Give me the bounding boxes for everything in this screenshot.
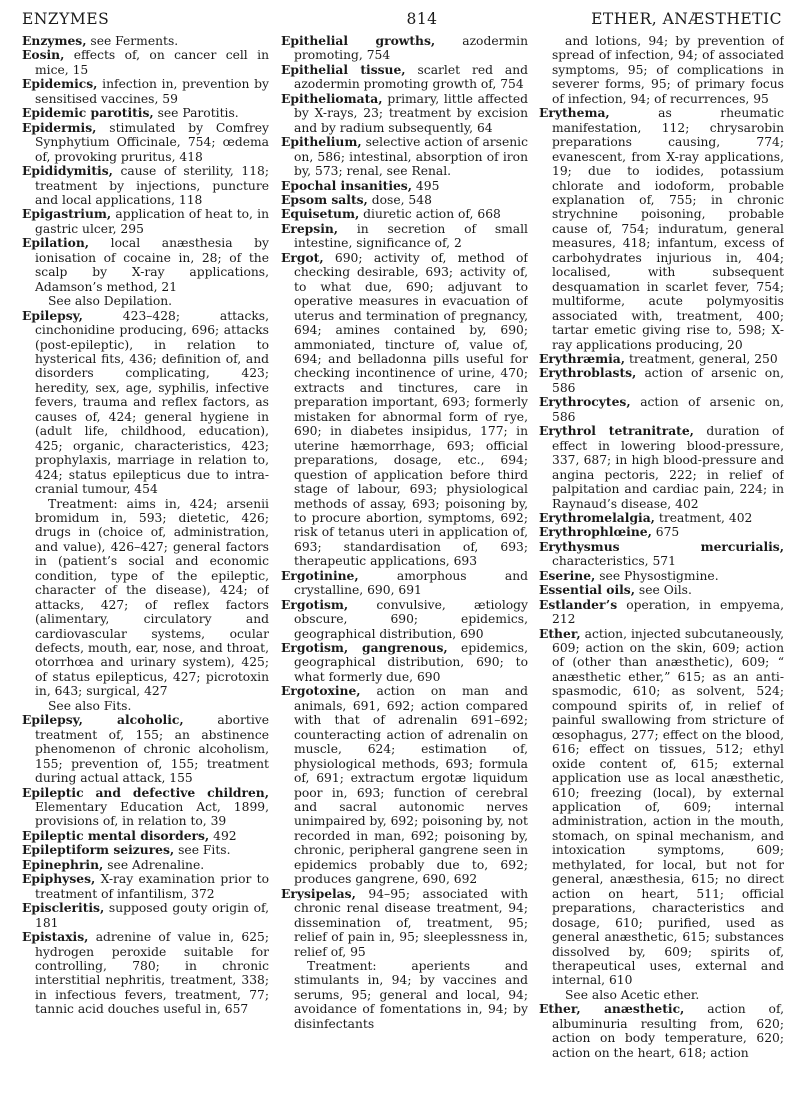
- entry-headword: Epigastrium,: [22, 206, 112, 222]
- index-entry: [22, 901, 269, 930]
- entry-text: infection in, prevention by sensitised vaccines, 59: [35, 77, 269, 106]
- entry-headword: Erythromelalgia,: [539, 509, 655, 525]
- entry-text: Treatment: aperients and stimulants in, 94; by vaccines and serums, 95; general and local, 94; avoidance of fomentations in, 94; by disinfectants: [294, 959, 528, 1031]
- entry-headword: Erythrol tetranitrate,: [539, 423, 694, 439]
- entry-headword: Eserine,: [539, 567, 596, 583]
- index-entry: [281, 959, 528, 1031]
- index-entry: [281, 135, 528, 178]
- entry-headword: Ether, anæsthetic,: [539, 1001, 685, 1017]
- index-entry: [281, 251, 528, 569]
- index-entry: [539, 424, 784, 511]
- entry-text: 495: [412, 178, 440, 193]
- entry-text: and lotions, 94; by prevention of spread of infection, 94; of associated symptoms, 95; of complications in severer forms, 95; of primary focus of infection, 94; of recurrences, 95: [552, 34, 784, 106]
- index-entry: [22, 713, 269, 785]
- index-entry: [281, 34, 528, 63]
- entry-text: see Parotitis.: [153, 106, 239, 121]
- entry-text: action of arsenic on, 586: [552, 395, 784, 424]
- index-entry: [281, 887, 528, 959]
- index-column-1: [22, 34, 269, 1104]
- entry-headword: Epitheliomata,: [281, 90, 383, 106]
- header-left: ENZYMES: [22, 10, 110, 28]
- entry-text: 492: [209, 828, 237, 843]
- index-entry: [22, 309, 269, 497]
- entry-headword: Erythema,: [539, 105, 610, 121]
- entry-headword: Ergotism, gangrenous,: [281, 640, 448, 656]
- entry-headword: Essential oils,: [539, 582, 636, 598]
- entry-text: see Fits.: [174, 843, 231, 858]
- entry-headword: Epithelium,: [281, 134, 362, 150]
- entry-text: abortive treatment of, 155; an abstinence phenomenon of chronic alcoholism, 155; prevention of, 155; treatment during actual attack, 155: [35, 713, 269, 786]
- entry-headword: Erythrocytes,: [539, 394, 631, 410]
- index-entry: [22, 872, 269, 901]
- entry-headword: Epinephrin,: [22, 856, 104, 872]
- entry-headword: Erythræmia,: [539, 350, 626, 366]
- entry-headword: Ether,: [539, 625, 581, 641]
- entry-headword: Epidemic parotitis,: [22, 105, 154, 121]
- index-entry: [22, 858, 269, 872]
- index-entry: [22, 829, 269, 843]
- entry-headword: Equisetum,: [281, 206, 360, 222]
- entry-text: 94–95; associated with chronic renal disease treatment, 94; dissemination of, treatment, 95; relief of pain in, 95; sleeplessness in, relief of, 95: [294, 886, 528, 959]
- index-column-2: [281, 34, 528, 1104]
- entry-text: effects of, on cancer cell in mice, 15: [35, 48, 269, 77]
- index-column-3: [539, 34, 784, 1104]
- entry-headword: Erysipelas,: [281, 885, 356, 901]
- entry-headword: Epistaxis,: [22, 929, 89, 945]
- entry-text: dose, 548: [367, 192, 432, 207]
- index-entry: [281, 179, 528, 193]
- index-entry: [22, 786, 269, 829]
- index-entry: [22, 843, 269, 857]
- index-entry: [22, 106, 269, 120]
- index-entry: [539, 988, 784, 1002]
- entry-headword: Enzymes,: [22, 34, 87, 48]
- index-entry: [22, 77, 269, 106]
- entry-headword: Epithelial growths,: [281, 34, 436, 48]
- entry-text: scarlet red and azodermin promoting growth of, 754: [294, 62, 528, 92]
- entry-headword: Epidemics,: [22, 76, 98, 92]
- index-entry: [539, 1002, 784, 1060]
- index-entry: [22, 48, 269, 77]
- index-entry: [22, 236, 269, 294]
- index-entry: [539, 34, 784, 106]
- entry-text: X-ray examination prior to treatment of infantilism, 372: [35, 872, 269, 901]
- entry-headword: Epileptiform seizures,: [22, 842, 175, 858]
- entry-text: see Oils.: [635, 583, 692, 598]
- index-entry: [281, 63, 528, 92]
- entry-headword: Epithelial tissue,: [281, 61, 406, 77]
- entry-text: 675: [651, 525, 680, 540]
- entry-text: adrenine of value in, 625; hydrogen peroxide suitable for controlling, 780; in chronic interstitial nephritis, treatment, 338; in infectious fevers, treatment, 77; tannic acid douches useful in, 657: [35, 930, 269, 1017]
- index-entry: [281, 684, 528, 886]
- entry-text: amorphous and crystalline, 690, 691: [294, 568, 528, 598]
- index-entry: [22, 34, 269, 48]
- entry-headword: Ergotinine,: [281, 567, 359, 583]
- page-number: 814: [406, 10, 438, 28]
- index-entry: [539, 395, 784, 424]
- entry-headword: Epididymitis,: [22, 163, 113, 179]
- entry-text: see Physostigmine.: [595, 568, 719, 583]
- entry-text: See also Acetic ether.: [565, 987, 700, 1002]
- index-entry: [22, 497, 269, 699]
- entry-headword: Erythysmus mercurialis,: [539, 538, 784, 554]
- index-entry: [539, 366, 784, 395]
- index-entry: [22, 164, 269, 207]
- entry-headword: Eosin,: [22, 47, 65, 63]
- index-entry: [281, 222, 528, 251]
- entry-text: 690; activity of, method of checking desirable, 693; activity of, to what due, 690; adjuvant to operative measures in evacuation of uterus and termination of pregnancy, 694; amines contained by, 690; ammoniated, tincture of, value of, 694; and belladonna pills useful for checking incontinence of urine, 470; extracts and tinctures, care in preparation important, 693; formerly mistaken for abnormal form of rye, 690; in diabetes insipidus, 177; in uterine hæmorrhage, 693; official preparations, dosage, etc., 694; question of application before third stage of labour, 693; physiological methods of assay, 693; poisoning by, to procure abortion, symptoms, 692; risk of tetanus uteri in application of, 693; standardisation of, 693; therapeutic applications, 693: [294, 250, 528, 569]
- entry-headword: Ergot,: [281, 249, 324, 265]
- entry-text: stimulated by Comfrey Synphytium Officinale, 754; œdema of, provoking pruritus, 418: [35, 120, 269, 164]
- index-entry: [22, 294, 269, 308]
- index-entry: [281, 569, 528, 598]
- index-entry: [539, 583, 784, 597]
- index-entry: [539, 511, 784, 525]
- entry-text: see Ferments.: [86, 34, 179, 48]
- entry-headword: Epochal insanities,: [281, 177, 413, 193]
- entry-text: action of arsenic on, 586: [552, 366, 784, 395]
- index-entry: [22, 207, 269, 236]
- entry-headword: Erythrophlœine,: [539, 524, 652, 540]
- entry-text: action, injected subcutaneously, 609; action on the skin, 609; action of (other than anæsthetic), 609; “ anæsthetic ether,” 615; as an anti-spasmodic, 610; as solvent, 524; compound spirits of, in relief of painful swallowing from stricture of œsophagus, 277; effect on the blood, 616; effect on tissues, 512; ethyl oxide content of, 615; external application use as local anæsthetic, 610; freezing (local), by external application of, 609; internal administration, action in the mouth, stomach, on spinal mechanism, and intoxication symptoms, 609; methylated, for local, but not for general, anæsthesia, 615; no direct action on heart, 511; official preparations, characteristics and dosage, 610; purified, used as general anæsthetic, 615; substances dissolved by, 609; spirits of, therapeutical uses, external and internal, 610: [552, 626, 784, 988]
- entry-text: Treatment: aims in, 424; arsenii bromidum in, 593; dietetic, 426; drugs in (choice of, administration, and value), 426–427; general factors in (patient’s social and economic condition, type of the epileptic, character of the disease), 424; of attacks, 427; of reflex factors (alimentary, circulatory and cardiovascular systems, ocular defects, mouth, ear, nose, and throat, otorrhœa and urinary system), 425; of status epilepticus, 427; picrotoxin in, 643; surgical, 427: [35, 496, 269, 699]
- entry-text: local anæsthesia by ionisation of cocaine in, 28; of the scalp by X-ray applications, Adamson’s method, 21: [35, 236, 269, 294]
- entry-text: azodermin promoting, 754: [294, 34, 528, 63]
- index-entry: [281, 207, 528, 221]
- index-entry: [281, 641, 528, 684]
- index-entry: [539, 569, 784, 583]
- entry-headword: Estlander’s: [539, 596, 618, 612]
- entry-headword: Epiphyses,: [22, 871, 96, 887]
- entry-headword: Epileptic and defective children,: [22, 784, 269, 800]
- entry-text: application of heat to, in gastric ulcer, 295: [35, 207, 269, 236]
- entry-headword: Epilepsy, alcoholic,: [22, 712, 184, 728]
- index-entry: [22, 930, 269, 1017]
- entry-text: in secretion of small intestine, significance of, 2: [294, 221, 528, 251]
- entry-headword: Epilation,: [22, 235, 90, 251]
- entry-text: duration of effect in lowering blood-pressure, 337, 687; in high blood-pressure and angina pectoris, 222; in relief of palpitation and cardiac pain, 224; in Raynaud’s disease, 402: [552, 424, 784, 511]
- entry-headword: Erythroblasts,: [539, 365, 637, 381]
- index-entry: [22, 121, 269, 164]
- index-entry: [22, 699, 269, 713]
- entry-text: See also Depilation.: [48, 294, 173, 309]
- entry-headword: Ergotism,: [281, 596, 349, 612]
- index-entry: [539, 525, 784, 539]
- entry-headword: Epileptic mental disorders,: [22, 827, 210, 843]
- index-entry: [539, 540, 784, 569]
- entry-text: Elementary Education Act, 1899, provisions of, in relation to, 39: [35, 800, 269, 829]
- entry-text: supposed gouty origin of, 181: [35, 901, 269, 930]
- entry-text: selective action of arsenic on, 586; intestinal, absorption of iron by, 573; renal, see Renal.: [294, 135, 528, 179]
- entry-text: epidemics, geographical distribution, 690; to what formerly due, 690: [294, 641, 528, 684]
- index-entry: [539, 106, 784, 352]
- index-entry: [539, 627, 784, 988]
- entry-text: convulsive, ætiology obscure, 690; epidemics, geographical distribution, 690: [294, 597, 528, 641]
- entry-text: treatment, general, 250: [625, 351, 778, 366]
- entry-headword: Epidermis,: [22, 119, 97, 135]
- entry-text: primary, little affected by X-rays, 23; treatment by excision and by radium subsequently, 64: [294, 91, 528, 135]
- index-entry: [539, 352, 784, 366]
- entry-headword: Epilepsy,: [22, 307, 83, 323]
- entry-text: action of, albuminuria resulting from, 620; action on body temperature, 620; action on the heart, 618; action: [552, 1002, 784, 1060]
- index-entry: [539, 598, 784, 627]
- entry-text: see Adrenaline.: [103, 857, 205, 872]
- header-right: ETHER, ANÆSTHETIC: [591, 10, 782, 28]
- entry-text: diuretic action of, 668: [359, 207, 501, 222]
- entry-text: operation, in empyema, 212: [552, 597, 784, 627]
- entry-headword: Episcleritis,: [22, 900, 105, 916]
- entry-text: action on man and animals, 691, 692; action compared with that of adrenalin 691–692; counteracting action of adrenalin on muscle, 624; estimation of, physiological methods, 693; formula of, 691; extractum ergotæ liquidum poor in, 693; function of cerebral and sacral autonomic nerves unimpaired by, 692; poisoning by, not recorded in man, 692; poisoning by, chronic, peripheral gangrene seen in epidemics probably due to, 692; produces gangrene, 690, 692: [294, 684, 528, 887]
- entry-text: treatment, 402: [654, 510, 753, 525]
- running-header: [22, 10, 782, 32]
- entry-text: cause of sterility, 118; treatment by injections, puncture and local applications, 118: [35, 164, 269, 207]
- entry-headword: Ergotoxine,: [281, 683, 361, 699]
- entry-headword: Erepsin,: [281, 220, 339, 236]
- entry-text: as rheumatic manifestation, 112; chrysarobin preparations causing, 774; evanescent, from X-ray applications, 19; due to iodides, potassium chlorate and iodoform, probable explanation of, 755; in chronic strychnine poisoning, probable cause of, 754; induratum, general measures, 418; infantum, excess of carbohydrates injurious in, 404; localised, with subsequent desquamation in scarlet fever, 754; multiforme, acute polymyositis associated with, treatment, 400; tartar emetic giving rise to, 598; X-ray applications producing, 20: [552, 106, 784, 352]
- entry-text: characteristics, 571: [552, 554, 676, 569]
- entry-text: 423–428; attacks, cinchonidine producing, 696; attacks (post-epileptic), in relation to hysterical fits, 436; definition of, and disorders complicating, 423; heredity, sex, age, syphilis, infective fevers, trauma and reflex factors, as causes of, 424; general hygiene in (adult life, childhood, education), 425; organic, characteristics, 423; prophylaxis, marriage in relation to, 424; status epilepticus due to intra-cranial tumour, 454: [35, 308, 269, 497]
- index-entry: [281, 598, 528, 641]
- index-entry: [281, 92, 528, 135]
- index-entry: [281, 193, 528, 207]
- entry-text: See also Fits.: [48, 698, 132, 713]
- entry-headword: Epsom salts,: [281, 191, 368, 207]
